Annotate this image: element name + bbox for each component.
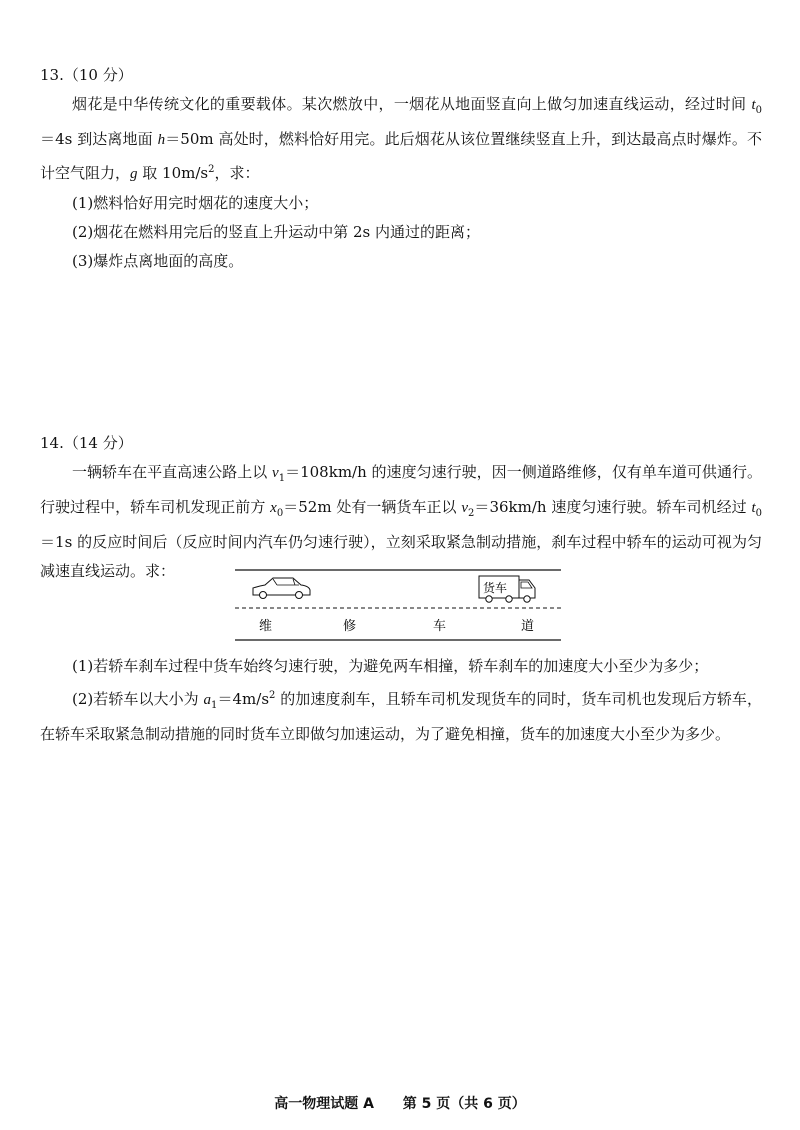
q14-var-v2-sub: 2 bbox=[468, 508, 475, 519]
q13-stem-text-d: 取 10m/s bbox=[137, 164, 209, 182]
question-14-parts bbox=[40, 652, 762, 749]
q13-stem-text-c: ＝50m 高处时，燃料恰好用完。此后烟花从该位置继续竖直上升，到达最高点时爆炸。不计空气阻力， bbox=[40, 130, 762, 182]
truck-label: 货车 bbox=[483, 581, 508, 595]
q14-stem-text-a: 一辆轿车在平直高速公路上以 bbox=[72, 463, 273, 481]
q13-part-1: (1)燃料恰好用完时烟花的速度大小； bbox=[72, 194, 319, 212]
q13-stem-sup: 2 bbox=[208, 164, 215, 175]
q14-var-v1-sub: 1 bbox=[278, 473, 286, 484]
q14-var-v1: v bbox=[272, 465, 279, 481]
q14-stem-text-b: ＝108km/h 的速度匀速行驶，因一侧道路维修，仅有单车道可供通行。行驶过程中，轿车司机发现正前方 bbox=[40, 463, 762, 516]
q13-stem-text-e: ，求： bbox=[214, 164, 260, 182]
q13-part-2: (2)烟花在燃料用完后的竖直上升运动中第 2s 内通过的距离； bbox=[72, 223, 481, 241]
road-figure bbox=[233, 566, 563, 644]
q14-var-x0: x bbox=[270, 500, 277, 516]
q13-var-h: h bbox=[157, 132, 166, 148]
page-footer bbox=[0, 1093, 800, 1113]
road-diagram bbox=[233, 566, 563, 644]
q13-var-g: g bbox=[130, 166, 138, 182]
road-label-3: 车 bbox=[433, 619, 447, 634]
q14-var-a1: a bbox=[203, 692, 212, 708]
q14-stem-text-c: ＝52m 处有一辆货车正以 bbox=[283, 498, 462, 516]
q14-part2-text-b: ＝4m/s bbox=[217, 690, 270, 708]
q14-var-a1-sub: 1 bbox=[211, 700, 218, 711]
q14-var-t0-sub: 0 bbox=[755, 508, 762, 519]
q14-var-t0: t bbox=[751, 500, 756, 516]
footer-title: 高一物理试题 A bbox=[274, 1096, 374, 1112]
q13-var-t: t bbox=[751, 97, 756, 113]
q13-stem-text-b: ＝4s 到达离地面 bbox=[40, 130, 158, 148]
question-14-header: 14.（14 分） bbox=[40, 434, 133, 452]
truck-icon bbox=[479, 576, 535, 602]
q14-part2-text-c: 的加速度刹车，且轿车司机发现货车的同时，货车司机也发现后方轿车，在轿车采取紧急制动措施的同时货车立即做匀加速运动，为了避免相撞，货车的加速度大小至少为多少。 bbox=[40, 690, 762, 743]
road-label-4: 道 bbox=[521, 619, 535, 634]
q14-part-2 bbox=[40, 681, 762, 749]
car-icon bbox=[253, 578, 310, 599]
q13-var-t-sub: 0 bbox=[755, 105, 762, 116]
q13-stem-text-a: 烟花是中华传统文化的重要载体。某次燃放中，一烟花从地面竖直向上做匀加速直线运动，经过时间 bbox=[72, 95, 752, 113]
q14-stem-text-e: ＝1s 的反应时间后（反应时间内汽车仍匀速行驶），立刻采取紧急制动措施，刹车过程中轿车的运动可视为匀减速直线运动。求： bbox=[40, 533, 762, 580]
q14-var-x0-sub: 0 bbox=[276, 508, 284, 519]
question-13-header: 13.（10 分） bbox=[40, 66, 133, 84]
q13-part-3: (3)爆炸点离地面的高度。 bbox=[72, 252, 244, 270]
q14-var-v2: v bbox=[461, 500, 469, 516]
q14-part2-text-a: (2)若轿车以大小为 bbox=[72, 690, 204, 708]
footer-page-number: 第 5 页（共 6 页） bbox=[402, 1096, 526, 1112]
question-13-stem bbox=[40, 90, 762, 276]
q14-stem-text-d: ＝36km/h 速度匀速行驶。轿车司机经过 bbox=[474, 498, 752, 516]
q14-part2-sup: 2 bbox=[269, 690, 276, 701]
road-label-2: 修 bbox=[343, 619, 357, 634]
road-label-1: 维 bbox=[259, 619, 273, 634]
q14-part-1: (1)若轿车刹车过程中货车始终匀速行驶，为避免两车相撞，轿车刹车的加速度大小至少为多少； bbox=[72, 657, 709, 675]
